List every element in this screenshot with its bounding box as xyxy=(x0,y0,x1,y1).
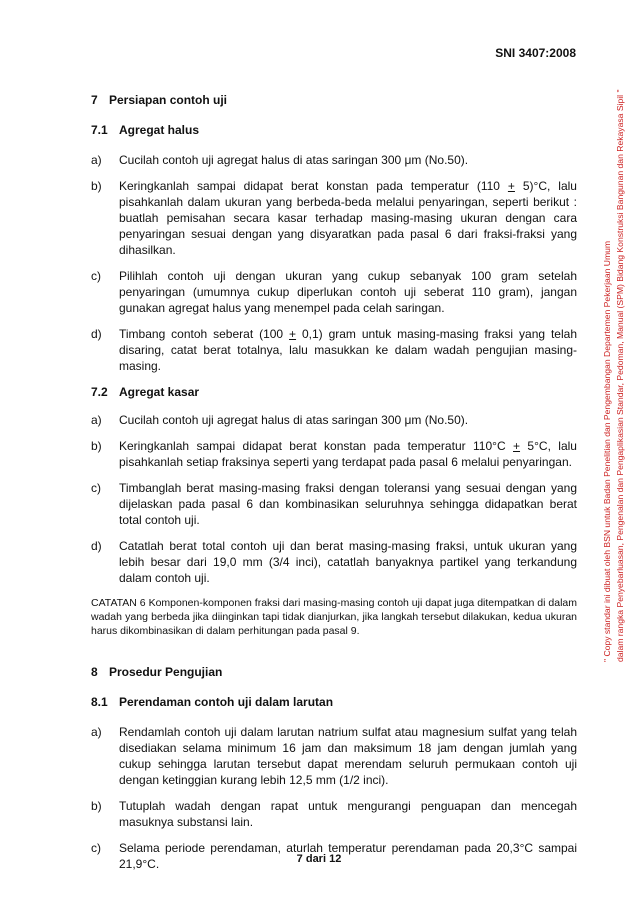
item-label: b) xyxy=(91,439,102,453)
list-item xyxy=(91,412,577,428)
item-label: d) xyxy=(91,327,102,341)
note-6: CATATAN 6 Komponen-komponen fraksi dari masing-masing contoh uji dapat juga ditempatkan di dalam wadah yang berbeda jika diinginkan tapi tidak dianjurkan, jika langkah tersebut dilakukan, kedua ukuran harus dikombinasikan di dalam perhitungan pada pasal 9. xyxy=(91,597,577,637)
list-item xyxy=(91,724,577,788)
item-label: b) xyxy=(91,799,102,813)
item-text: Pilihlah contoh uji dengan ukuran yang cukup sebanyak 100 gram setelah penyaringan (umumnya cukup diperlukan contoh uji seberat 110 gram), jangan gunakan agregat halus yang menempel pada celah saringan. xyxy=(119,269,577,315)
item-text: Tutuplah wadah dengan rapat untuk mengurangi penguapan dan mencegah masuknya substansi lain. xyxy=(119,799,577,829)
item-text: Cucilah contoh uji agregat halus di atas saringan 300 μm (No.50). xyxy=(119,413,469,427)
item-text: Keringkanlah sampai didapat berat konstan pada temperatur (110 xyxy=(119,179,508,193)
section-number: 7.1 xyxy=(91,123,108,137)
section-title: Agregat kasar xyxy=(119,385,200,399)
item-text: 5)°C, lalu pisahkanlah dalam ukuran yang berbeda-beda melalui penyaringan, seperti berikut : buatlah pemisahan secara kasar terhadap masing-masing ukuran dengan cara penyaringan sesuai dengan yang disyaratkan pada pasal 6 dari fraksi-fraksi yang dihasilkan. xyxy=(119,179,577,257)
list-item xyxy=(91,538,577,586)
section-8-1-heading xyxy=(91,694,577,710)
item-label: c) xyxy=(91,269,101,283)
item-label: b) xyxy=(91,179,102,193)
page-body xyxy=(91,92,577,872)
section-number: 7.2 xyxy=(91,385,108,399)
copyright-watermark xyxy=(601,89,627,662)
list-item xyxy=(91,178,577,258)
section-number: 7 xyxy=(91,93,98,107)
item-text: Selama periode perendaman, aturlah temperatur perendaman pada 20,3°C sampai 21,9°C. xyxy=(119,841,577,871)
plus-minus-sign: + xyxy=(289,327,297,341)
page-number: 7 dari 12 xyxy=(296,853,342,865)
list-item xyxy=(91,152,577,168)
watermark-line-1: " Copy standar ini dibuat oleh BSN untuk Badan Penelitian dan Pengembangan Departemen Pekerjaan Umum xyxy=(602,240,612,662)
section-title: Perendaman contoh uji dalam larutan xyxy=(119,695,334,709)
item-label: a) xyxy=(91,725,102,739)
section-8-heading xyxy=(91,664,577,680)
item-label: c) xyxy=(91,841,101,855)
section-title: Agregat halus xyxy=(119,123,200,137)
section-7-2-heading xyxy=(91,384,577,400)
item-text: Rendamlah contoh uji dalam larutan natrium sulfat atau magnesium sulfat yang telah disediakan selama minimum 16 jam dan maksimum 18 jam dengan jumlah yang cukup sehingga larutan tersebut dapat merendam seluruh permukaan contoh uji dengan ketinggian kurang lebih 12,5 mm (1/2 inci). xyxy=(119,725,577,787)
item-text: 0,1) gram untuk masing-masing fraksi yang telah disaring, catat berat totalnya, lalu masukkan ke dalam wadah pengujian masing-masing. xyxy=(119,327,577,373)
section-number: 8.1 xyxy=(91,695,108,709)
watermark-line-2: dalam rangka Penyebarluasan, Pengenalan dan Pengaplikasian Standar, Pedoman, Manual (SPM) Bidang Konstruksi Bangunan dan Rekayasa Sipil " xyxy=(615,89,625,662)
list-item xyxy=(91,268,577,316)
section-title: Persiapan contoh uji xyxy=(109,93,228,107)
item-text: Keringkanlah sampai didapat berat konstan pada temperatur 110°C xyxy=(119,439,514,453)
item-label: a) xyxy=(91,153,102,167)
document-id: SNI 3407:2008 xyxy=(495,46,576,60)
item-text: Timbang contoh seberat (100 xyxy=(119,327,290,341)
section-number: 8 xyxy=(91,665,98,679)
item-text: 5°C, lalu pisahkanlah setiap fraksinya seperti yang terdapat pada pasal 6 melalui penyaringan. xyxy=(119,439,577,469)
section-title: Prosedur Pengujian xyxy=(109,665,223,679)
list-item xyxy=(91,480,577,528)
item-text: Timbanglah berat masing-masing fraksi dengan toleransi yang sesuai dengan yang dijelaskan pada pasal 6 dan kombinasikan seluruhnya sehingga didapatkan berat total contoh uji. xyxy=(119,481,577,527)
item-text: Catatlah berat total contoh uji dan berat masing-masing fraksi, untuk ukuran yang lebih besar dari 19,0 mm (3/4 inci), catatlah banyaknya partikel yang terkandung dalam contoh uji. xyxy=(119,539,577,585)
item-text: Cucilah contoh uji agregat halus di atas saringan 300 μm (No.50). xyxy=(119,153,469,167)
plus-minus-sign: + xyxy=(513,439,521,453)
section-7-heading xyxy=(91,92,577,108)
plus-minus-sign: + xyxy=(507,179,515,193)
list-item xyxy=(91,438,577,470)
item-label: d) xyxy=(91,539,102,553)
list-item xyxy=(91,326,577,374)
item-label: a) xyxy=(91,413,102,427)
section-7-1-heading xyxy=(91,122,577,138)
item-label: c) xyxy=(91,481,101,495)
list-item xyxy=(91,798,577,830)
